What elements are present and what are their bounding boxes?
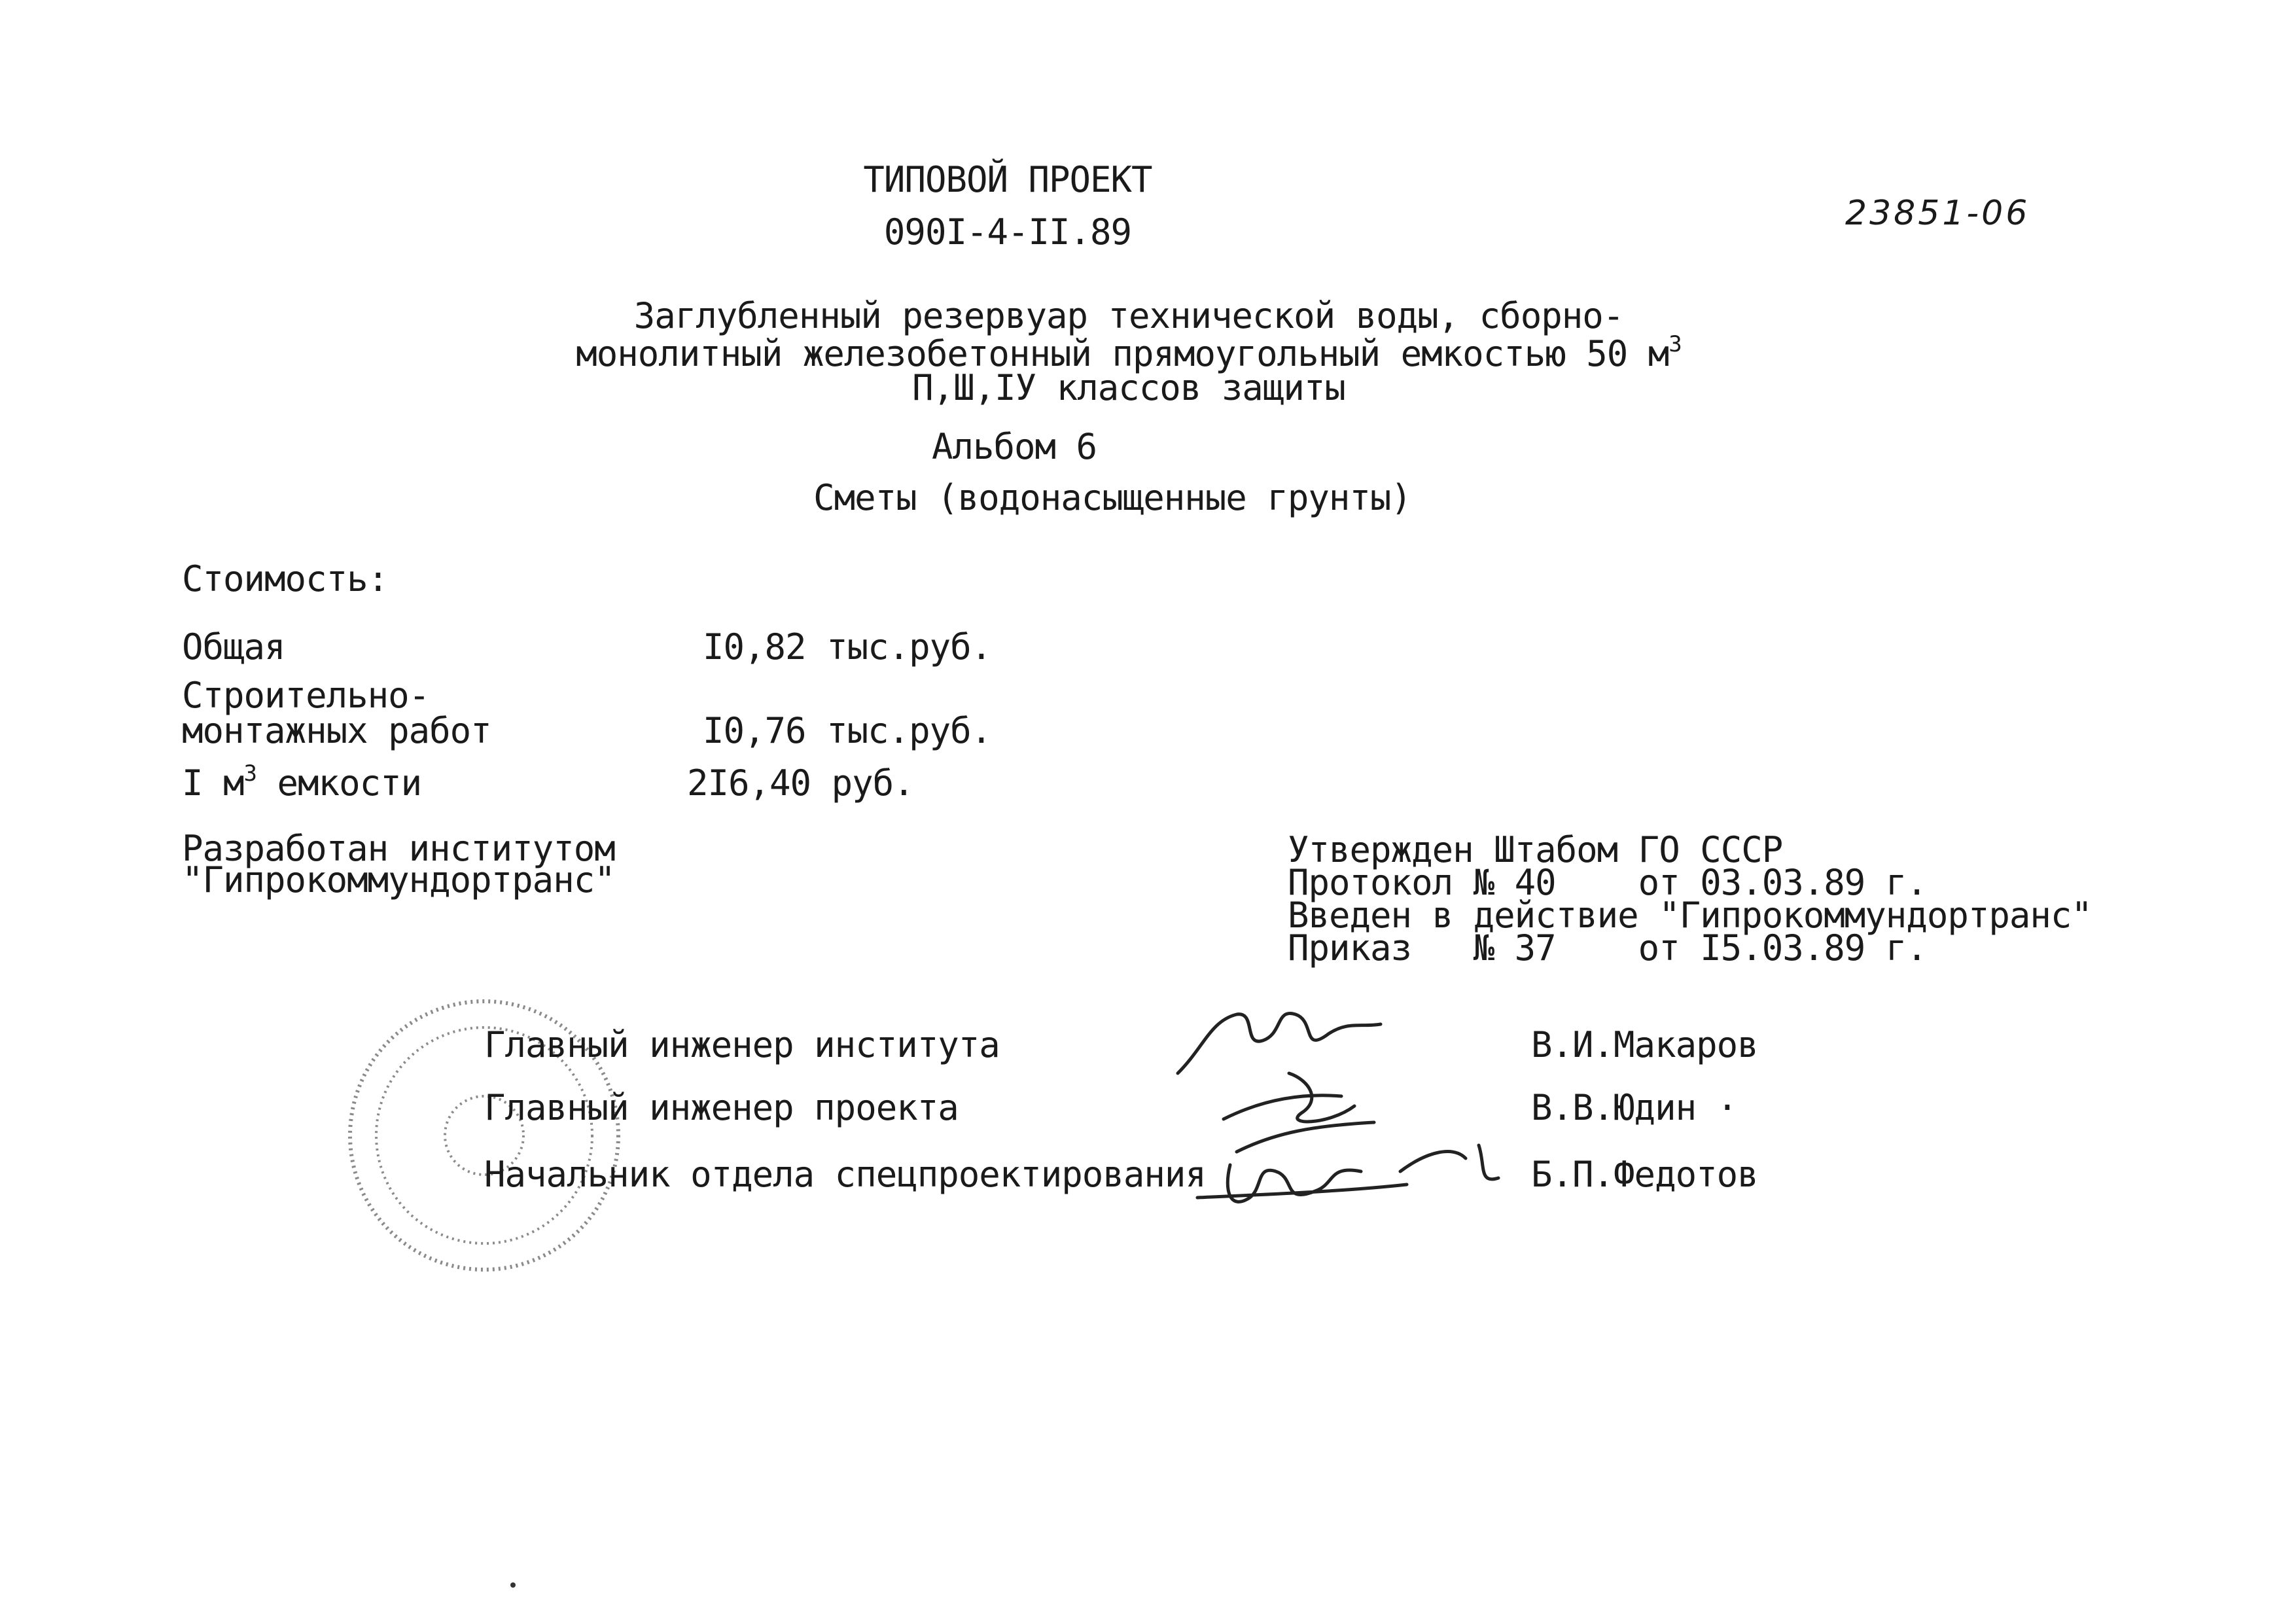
cost-heading: Стоимость: — [182, 558, 389, 599]
cost-unit-value: 2I6,40 руб. — [687, 762, 914, 804]
signature-role-1: Главный инженер института — [484, 1024, 1000, 1065]
album-label: Альбом 6 — [931, 426, 1097, 467]
description-line-2 — [523, 331, 1734, 374]
cost-smr-label-2: монтажных работ — [182, 710, 491, 751]
developer-line-1: Разработан институтом — [182, 828, 615, 869]
cost-unit-label-post: емкости — [256, 762, 422, 804]
signature-fedotov-icon — [1191, 1126, 1531, 1224]
developer-line-2: "Гипрокоммундортранс" — [182, 859, 615, 901]
cost-smr-label-1: Строительно- — [182, 675, 430, 716]
signature-name-1: В.И.Макаров — [1531, 1024, 1758, 1065]
approval-line-4: Приказ № 37 от I5.03.89 г. — [1288, 927, 1927, 969]
description-line-1: Заглубленный резервуар технической воды, сборно- — [633, 295, 1624, 336]
album-subtitle: Сметы (водонасыщенные грунты) — [813, 477, 1411, 518]
description-line-3: П,Ш,IУ классов защиты — [912, 367, 1345, 408]
signature-role-2: Главный инженер проекта — [484, 1087, 959, 1128]
signature-role-3: Начальник отдела спецпроектирования — [484, 1154, 1206, 1195]
description-line-2-sup: 3 — [1669, 331, 1682, 357]
approval-line-3: Введен в действие "Гипрокоммундортранс" — [1288, 895, 2092, 936]
stray-dot — [510, 1582, 516, 1588]
cost-unit-label — [182, 760, 422, 804]
cost-total-label: Общая — [182, 626, 285, 668]
cost-total-value: I0,82 тыс.руб. — [703, 626, 992, 668]
approval-line-1: Утвержден Штабом ГО СССР — [1288, 829, 1783, 870]
cost-unit-label-pre: I м — [182, 762, 244, 804]
signature-name-2: В.В.Юдин · — [1531, 1087, 1738, 1128]
signature-name-3: Б.П.Федотов — [1531, 1154, 1758, 1195]
project-number: 090I-4-II.89 — [883, 211, 1132, 253]
doc-title: ТИПОВОЙ ПРОЕКТ — [863, 159, 1152, 200]
approval-line-2: Протокол № 40 от 03.03.89 г. — [1288, 862, 1927, 903]
description-line-2-text: монолитный железобетонный прямоугольный емкостью 50 м — [576, 333, 1669, 374]
cost-smr-value: I0,76 тыс.руб. — [703, 710, 992, 751]
doc-code: 23851-06 — [1845, 194, 2030, 233]
cost-unit-label-sup: 3 — [243, 760, 257, 787]
